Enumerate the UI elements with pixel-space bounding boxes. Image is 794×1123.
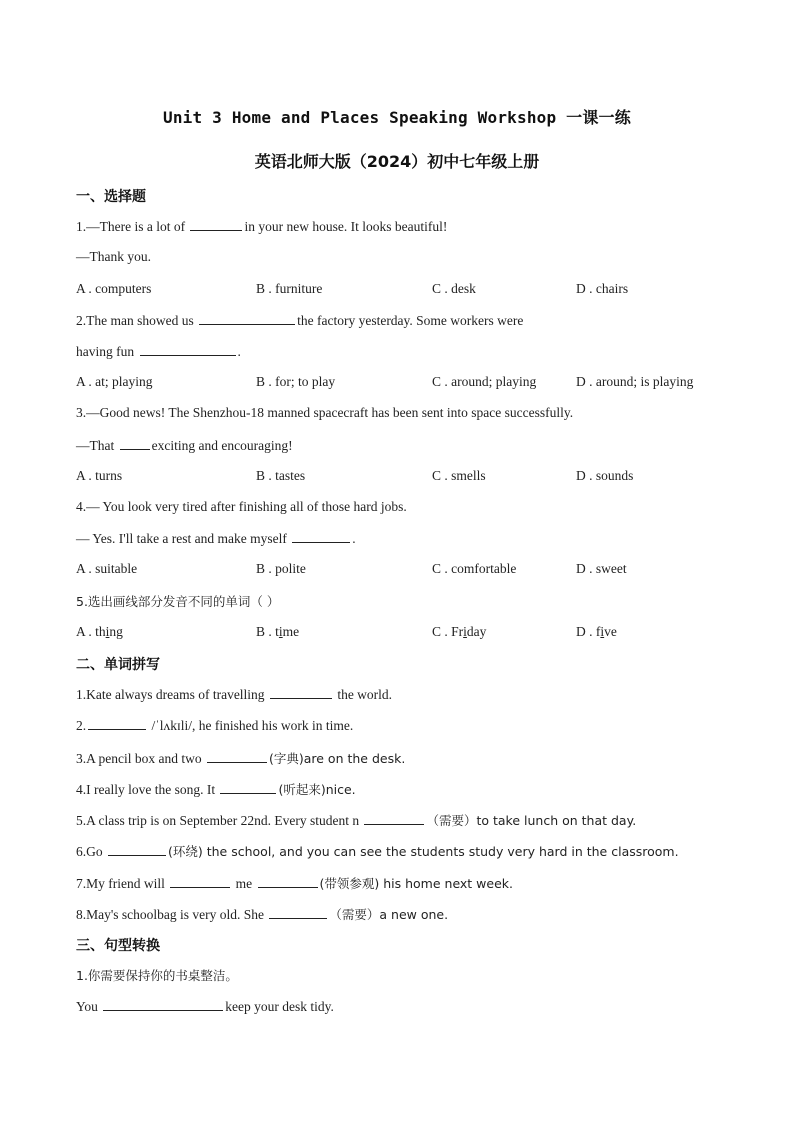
- transform-item-1-prompt: 1.你需要保持你的书桌整洁。: [76, 968, 238, 983]
- spelling-item-4: 4.I really love the song. It (听起来)nice.: [76, 782, 356, 797]
- option-d[interactable]: D . sweet: [576, 561, 627, 576]
- option-c[interactable]: C . around; playing: [432, 374, 537, 389]
- question-5-prompt: 5.选出画线部分发音不同的单词（ ）: [76, 594, 280, 609]
- question-1-line-2: —Thank you.: [76, 249, 151, 264]
- answer-blank[interactable]: [120, 437, 150, 450]
- spelling-item-3: 3.A pencil box and two (字典)are on the desk.: [76, 751, 406, 766]
- option-c[interactable]: C . Friday: [432, 624, 487, 639]
- question-2-line-2: having fun .: [76, 344, 241, 359]
- question-4-options: [76, 561, 756, 579]
- option-d[interactable]: D . chairs: [576, 281, 629, 296]
- question-4-line-1: 4.— You look very tired after finishing all of those hard jobs.: [76, 499, 407, 514]
- section-heading-sentence-transform: 三、句型转换: [76, 938, 160, 954]
- answer-blank[interactable]: [364, 812, 424, 825]
- question-3-options: [76, 468, 756, 486]
- worksheet-subtitle: 英语北师大版（2024）初中七年级上册: [254, 152, 540, 171]
- option-b[interactable]: B . time: [256, 624, 300, 639]
- spelling-item-7: 7.My friend will me (带领参观) his home next week.: [76, 876, 513, 891]
- option-b[interactable]: B . tastes: [256, 468, 306, 483]
- answer-blank[interactable]: [269, 906, 327, 919]
- option-c[interactable]: C . desk: [432, 281, 476, 296]
- answer-blank[interactable]: [190, 218, 242, 231]
- option-d[interactable]: D . sounds: [576, 468, 634, 483]
- option-b[interactable]: B . for; to play: [256, 374, 336, 389]
- answer-blank[interactable]: [170, 875, 230, 888]
- section-heading-multiple-choice: 一、选择题: [76, 189, 146, 205]
- option-c[interactable]: C . comfortable: [432, 561, 517, 576]
- option-b[interactable]: B . furniture: [256, 281, 323, 296]
- option-a[interactable]: A . thing: [76, 624, 123, 639]
- question-1-line-1: 1.—There is a lot of in your new house. It looks beautiful!: [76, 219, 448, 234]
- option-a[interactable]: A . computers: [76, 281, 152, 296]
- spelling-item-8: 8.May's schoolbag is very old. She （需要）a new one.: [76, 907, 449, 922]
- worksheet-title: Unit 3 Home and Places Speaking Workshop 一课一练: [163, 108, 631, 127]
- option-b[interactable]: B . polite: [256, 561, 306, 576]
- answer-blank[interactable]: [258, 875, 318, 888]
- question-1-options: [76, 281, 756, 299]
- answer-blank[interactable]: [140, 343, 236, 356]
- answer-blank[interactable]: [103, 998, 223, 1011]
- section-heading-spelling: 二、单词拼写: [76, 657, 160, 673]
- option-c[interactable]: C . smells: [432, 468, 486, 483]
- option-d[interactable]: D . around; is playing: [576, 374, 694, 389]
- answer-blank[interactable]: [270, 686, 332, 699]
- spelling-item-1: 1.Kate always dreams of travelling the world.: [76, 687, 393, 702]
- spelling-item-2: 2. /ˈlʌkɪli/, he finished his work in time.: [76, 718, 354, 733]
- spelling-item-6: 6.Go (环绕) the school, and you can see the students study very hard in the classroom.: [76, 844, 679, 859]
- question-3-line-1: 3.—Good news! The Shenzhou-18 manned spacecraft has been sent into space successfully.: [76, 405, 574, 420]
- option-a[interactable]: A . turns: [76, 468, 123, 483]
- answer-blank[interactable]: [108, 843, 166, 856]
- question-3-line-2: —That exciting and encouraging!: [76, 438, 293, 453]
- answer-blank[interactable]: [292, 530, 350, 543]
- question-2-line-1: 2.The man showed us the factory yesterday. Some workers were: [76, 313, 524, 328]
- answer-blank[interactable]: [207, 750, 267, 763]
- question-5-options: [76, 624, 756, 642]
- answer-blank[interactable]: [220, 781, 276, 794]
- option-d[interactable]: D . five: [576, 624, 617, 639]
- option-a[interactable]: A . at; playing: [76, 374, 153, 389]
- answer-blank[interactable]: [199, 312, 295, 325]
- option-a[interactable]: A . suitable: [76, 561, 138, 576]
- answer-blank[interactable]: [88, 717, 146, 730]
- transform-item-1-answer-line: You keep your desk tidy.: [76, 999, 334, 1014]
- spelling-item-5: 5.A class trip is on September 22nd. Every student n （需要）to take lunch on that day.: [76, 813, 637, 828]
- question-2-options: [76, 374, 756, 392]
- question-4-line-2: — Yes. I'll take a rest and make myself .: [76, 531, 356, 546]
